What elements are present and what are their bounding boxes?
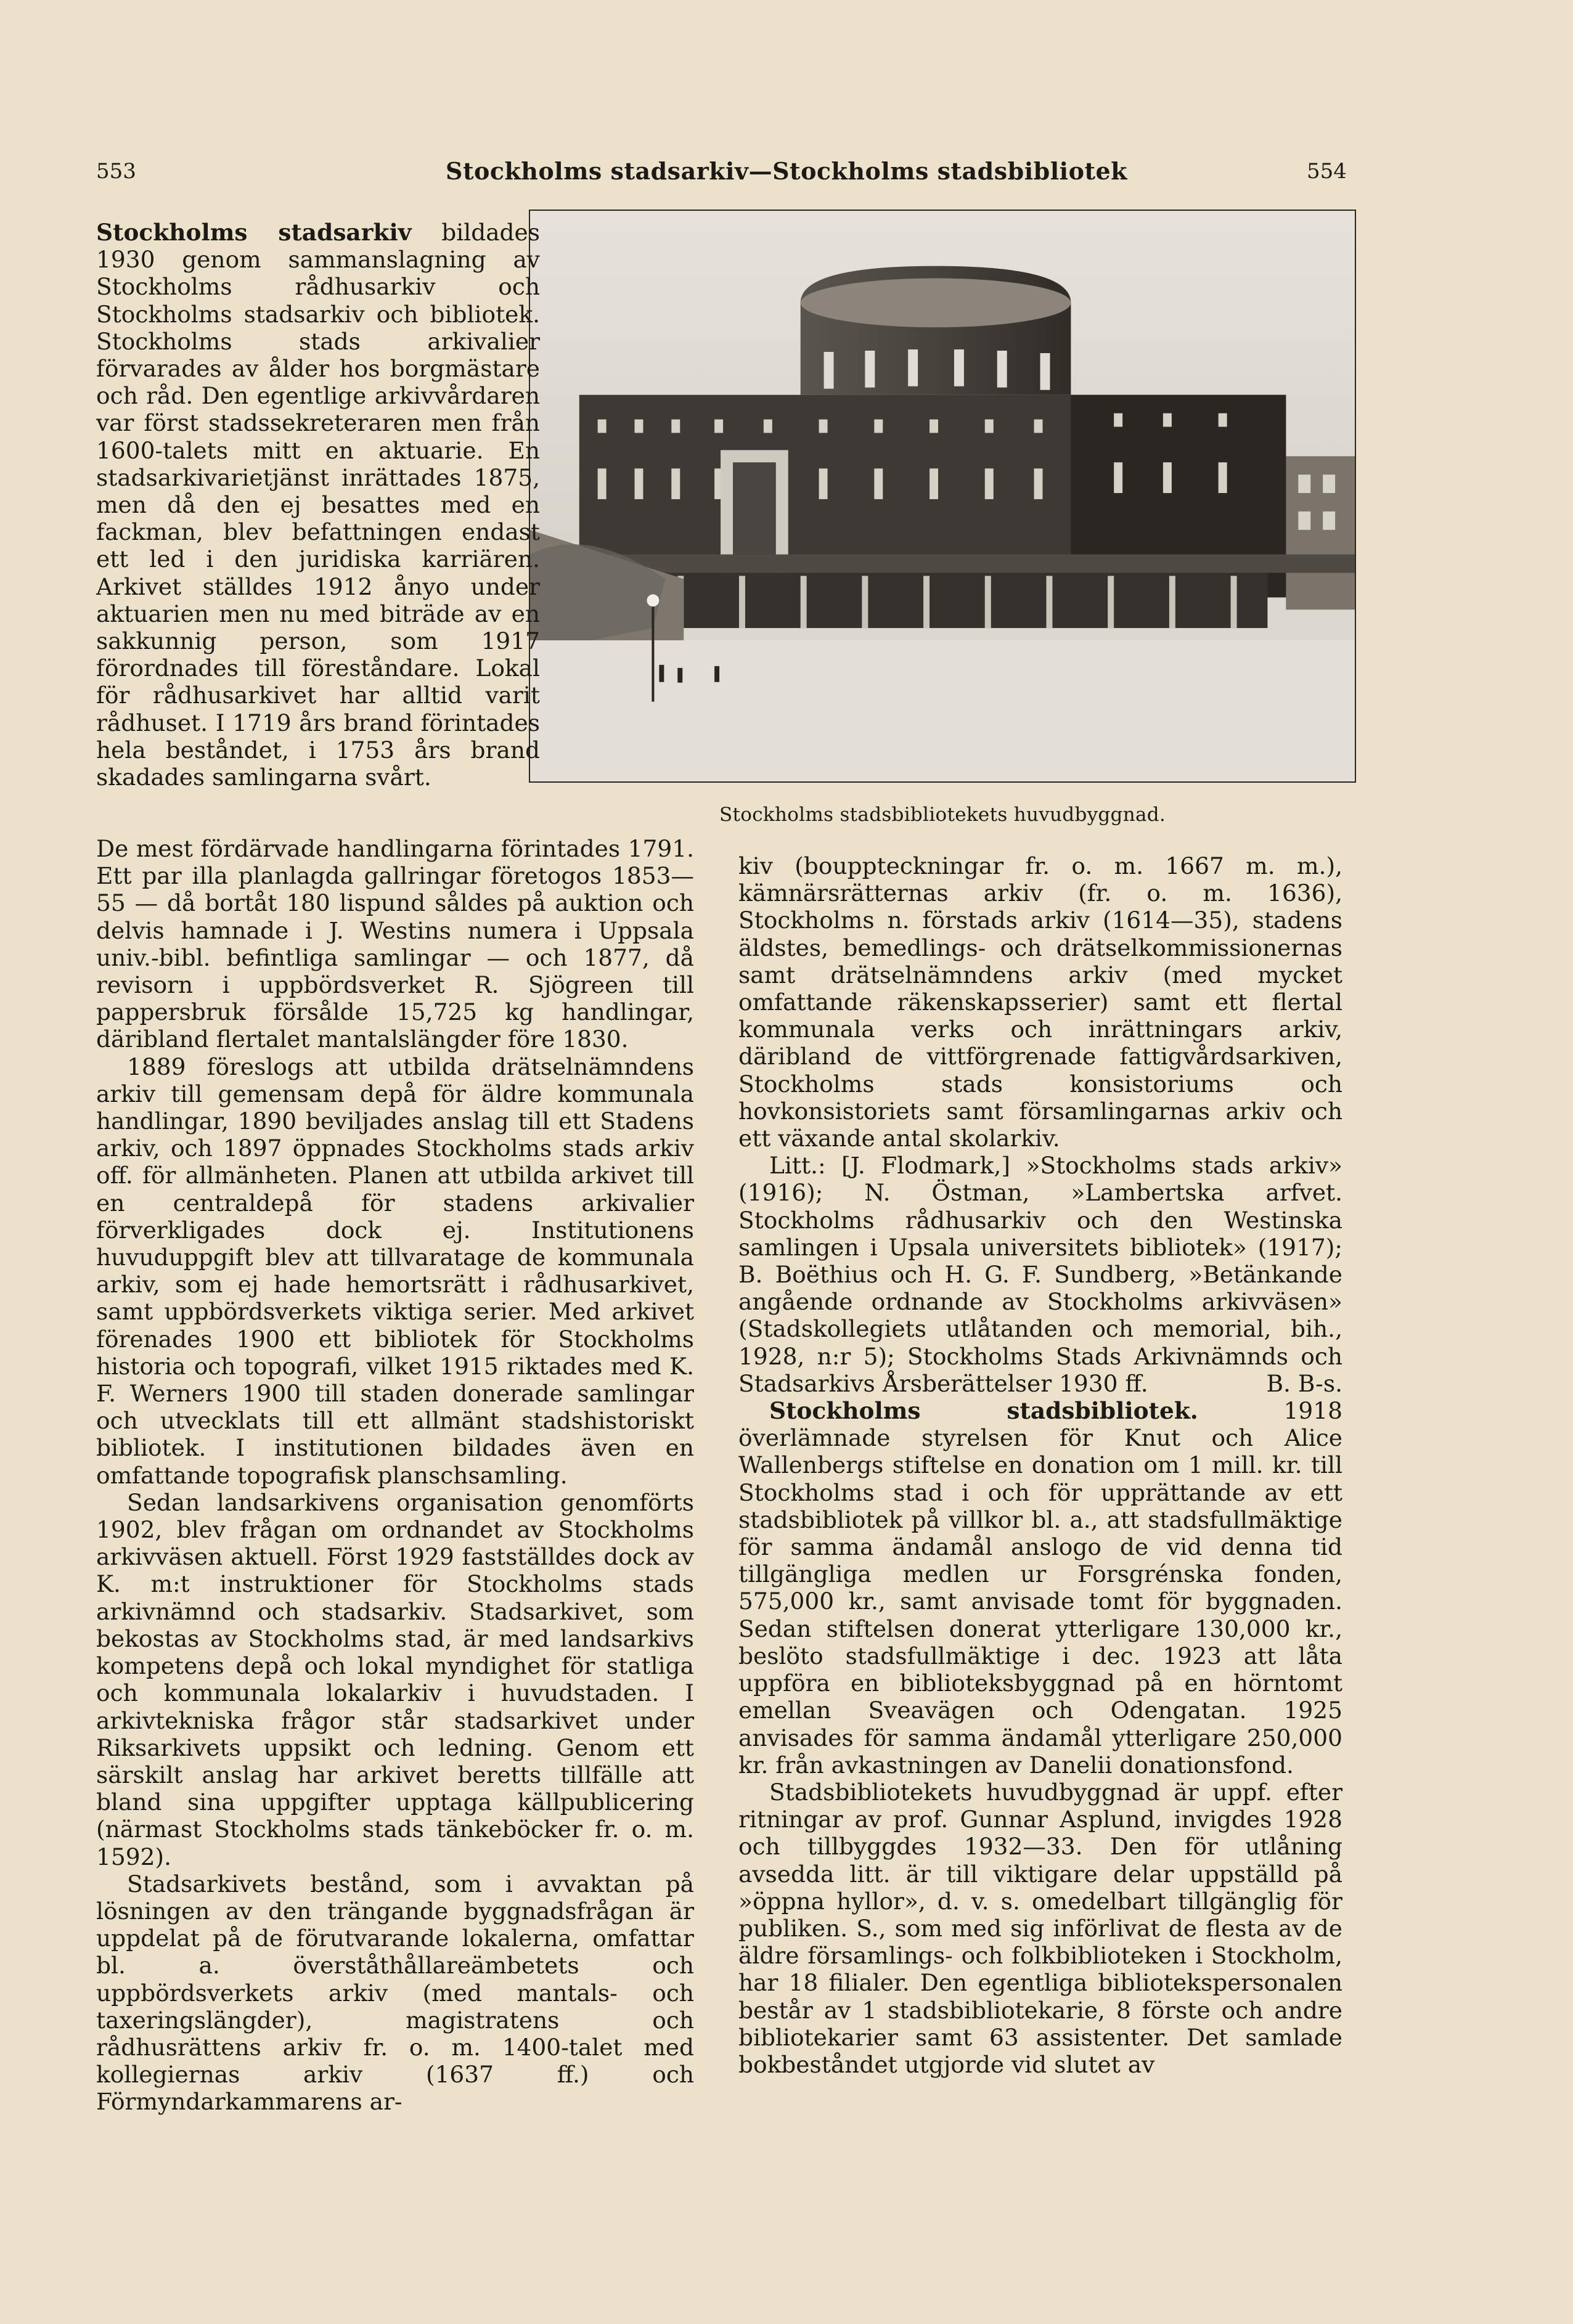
literature-text: Litt.: [J. Flodmark,] »Stockholms stads arkiv» (1916); N. Östman, »Lambertska arfvet. Stockholms rådhusarkiv och den Westinska samlingen i Upsala universitets bibliotek» (1917); B. Boëthius och H. G. F. Sundberg, »Betänkande angående ordnande av Stockholms arkivväsen» (Stadskollegiets utlåtanden och memorial, bih., 1928, n:r 5); Stockholms Stads Arkivnämnds och Stadsarkivs Årsberättelser 1930 ff. <box>738 1152 1342 1397</box>
paragraph-text: bildades 1930 genom sammanslagning av Stockholms rådhusarkiv och Stockholms stadsarkiv och bibliotek. Stockholms stads arkivalier förvarades av ålder hos borgmästare och råd. Den egentlige arkivvårdaren var först stadssekreteraren men från 1600-talets mitt en aktuarie. En stadsarkivarietjänst inrättades 1875, men då den ej besattes med en fackman, blev befattningen endast ett led i den juridiska karriären. Arkivet ställdes 1912 ånyo under aktuarien men nu med biträde av en sakkunnig person, som 1917 förordnades till föreståndare. Lokal för rådhusarkivet har alltid varit rådhuset. I 1719 års brand förintades hela beståndet, i 1753 års brand skadades samlingarna svårt. <box>96 219 540 791</box>
entry-headword-stadsbibliotek: Stockholms stadsbibliotek. <box>769 1397 1198 1425</box>
author-signature: B. B-s. <box>1266 1369 1342 1397</box>
paragraph-text: 1918 överlämnade styrelsen för Knut och Alice Wallenbergs stiftelse en donation om 1 mill. kr. till Stockholms stad i och för upprättande av ett stadsbibliotek på villkor bl. a., att stadsfullmäktige för samma ändamål anslogo de vid denna tid tillgängliga medlen ur Forsgrénska fonden, 575,000 kr., samt anvisade tomt för byggnaden. Sedan stiftelsen donerat ytterligare 130,000 kr., beslöto stadsfullmäktige i dec. 1923 att låta uppföra en biblioteksbyggnad på en hörntomt emellan Sveavägen och Odengatan. 1925 anvisades för samma ändamål ytterligare 250,000 kr. från avkastningen av Danelii donationsfond. <box>738 1397 1342 1779</box>
right-column <box>738 852 1342 2078</box>
page-number-left: 553 <box>96 159 136 184</box>
paragraph-organisation: Sedan landsarkivens organisation genomförts 1902, blev frågan om ordnandet av Stockholms arkivväsen aktuell. Först 1929 fastställdes dock av K. m:t instruktioner för Stockholms stads arkivnämnd och stadsarkiv. Stadsarkivet, som bekostas av Stockholms stad, är med landsarkivs kompetens depå och lokal myndighet för statliga och kommunala lokalarkiv i huvudstaden. I arkivtekniska frågor står stadsarkivet under Riksarkivets uppsikt och ledning. Genom ett särskilt anslag har arkivet beretts tillfälle att bland sina uppgifter upptaga källpublicering (närmast Stockholms stads tänkeböcker fr. o. m. 1592). <box>96 1488 694 1870</box>
paragraph-stadsbibliotek-intro <box>738 1397 1342 1779</box>
entry-headword-stadsarkiv: Stockholms stadsarkiv <box>96 219 412 246</box>
paragraph-continuation: De mest fördärvade handlingarna förintades 1791. Ett par illa planlagda gallringar företogos 1853—55 — då bortåt 180 lispund såldes på auktion och delvis hamnade i J. Westins numera i Uppsala univ.-bibl. befintliga samlingar — och 1877, då revisorn i uppbördsverket R. Sjögreen till pappersbruk försålde 15,725 kg handlingar, däribland flertalet mantalslängder före 1830. <box>96 835 694 1053</box>
left-column-top <box>96 219 540 791</box>
left-column-bottom <box>96 835 694 2116</box>
paragraph-arkiv-continuation: kiv (bouppteckningar fr. o. m. 1667 m. m.), kämnärsrätternas arkiv (fr. o. m. 1636), Stockholms n. förstads arkiv (1614—35), stadens äldstes, bemedlings- och drätselkommissionernas samt drätselnämndens arkiv (med mycket omfattande räkenskapsserier) samt ett flertal kommunala verks och inrättningars arkiv, däribland de vittförgrenade fattigvårdsarkiven, Stockholms stads konsistoriums och hovkonsistoriets samt församlingarnas arkiv och ett växande antal skolarkiv. <box>738 852 1342 1152</box>
paragraph-1889: 1889 föreslogs att utbilda drätselnämndens arkiv till gemensam depå för äldre kommunala handlingar, 1890 beviljades anslag till ett Stadens arkiv, och 1897 öppnades Stockholms stads arkiv off. för allmänheten. Planen att utbilda arkivet till en centraldepå för stadens arkivalier förverkligades dock ej. Institutionens huvuduppgift blev att tillvaratage de kommunala arkiv, som ej hade hemortsrätt i rådhusarkivet, samt uppbördsverkets viktiga serier. Med arkivet förenades 1900 ett bibliotek för Stockholms historia och topografi, vilket 1915 riktades med K. F. Werners 1900 till staden donerade samlingar och utvecklats till ett allmänt stadshistoriskt bibliotek. I institutionen bildades även en omfattande topografisk planschsamling. <box>96 1053 694 1489</box>
paragraph-huvudbyggnad: Stadsbibliotekets huvudbyggnad är uppf. efter ritningar av prof. Gunnar Asplund, invigdes 1928 och tillbyggdes 1932—33. Den för utlåning avsedda litt. är till viktigare delar uppställd på »öppna hyllor», d. v. s. omedelbart tillgänglig för publiken. S., som med sig införlivat de flesta av de äldre församlings- och folkbiblioteken i Stockholm, har 18 filialer. Den egentliga bibliotekspersonalen består av 1 stadsbibliotekarie, 8 förste och andre bibliotekarier samt 63 assistenter. Det samlade bokbeståndet utgjorde vid slutet av <box>738 1778 1342 2078</box>
paragraph-bestand: Stadsarkivets bestånd, som i avvaktan på lösningen av den trängande byggnadsfrågan är uppdelat på de förutvarande lokalerna, omfattar bl. a. överståthållareämbetets och uppbördsverkets arkiv (med mantals- och taxeringslängder), magistratens och rådhusrättens arkiv fr. o. m. 1400-talet med kollegiernas arkiv (1637 ff.) och Förmyndarkammarens ar- <box>96 1870 694 2116</box>
library-building-illustration <box>530 211 1355 781</box>
page-number-right: 554 <box>1307 159 1347 184</box>
figure-caption: Stockholms stadsbibliotekets huvudbyggnad. <box>719 804 1166 826</box>
library-photo <box>529 210 1356 783</box>
paragraph-litteratur <box>738 1152 1342 1397</box>
running-head: Stockholms stadsarkiv—Stockholms stadsbibliotek <box>446 157 1127 185</box>
paragraph-stadsarkiv-intro <box>96 219 540 791</box>
